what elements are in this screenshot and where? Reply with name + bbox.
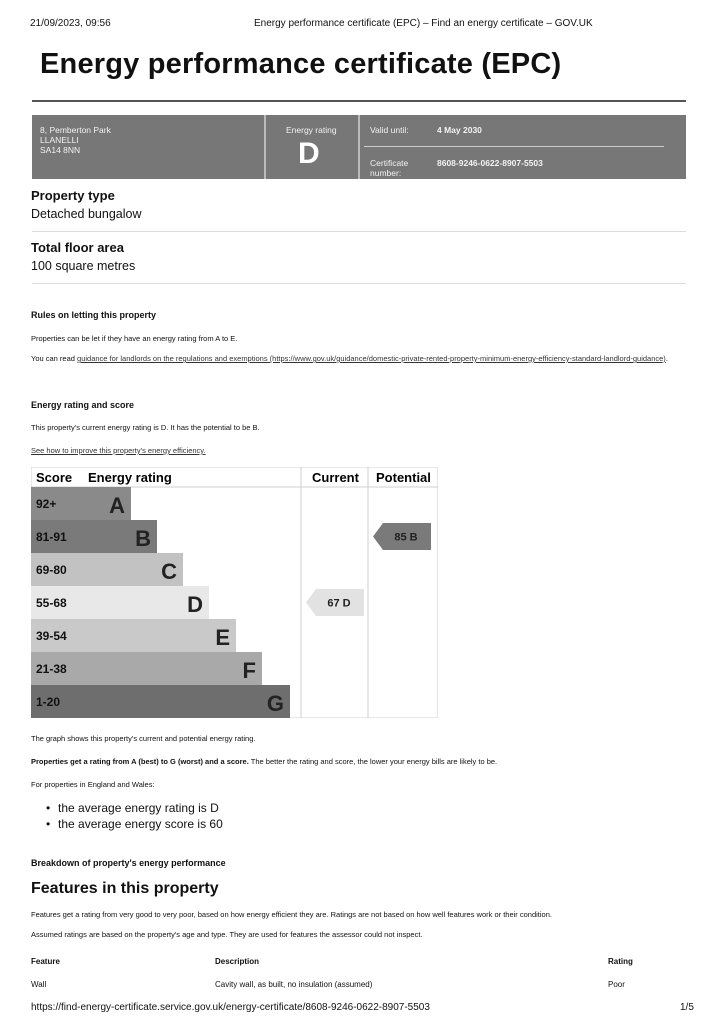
england-wales-note: For properties in England and Wales: <box>31 780 155 789</box>
band-score-label: 92+ <box>36 497 57 511</box>
breakdown-heading: Breakdown of property's energy performance <box>31 858 226 868</box>
chart-header-potential: Potential <box>376 470 431 485</box>
energy-rating-chart <box>31 467 438 718</box>
description-cell: Cavity wall, as built, no insulation (assumed) <box>215 980 373 989</box>
landlord-guidance-paragraph <box>31 354 686 364</box>
guidance-prefix: You can read <box>31 354 75 363</box>
band-letter-label: C <box>161 559 177 584</box>
address-line: SA14 8NN <box>40 145 81 155</box>
band-letter-label: B <box>135 526 151 551</box>
certificate-summary-panel <box>32 115 686 179</box>
chart-header-score: Score <box>36 470 73 485</box>
energy-rating-letter: D <box>298 137 320 170</box>
certificate-number-value: 8608-9246-0622-8907-5503 <box>437 158 543 168</box>
property-type-value: Detached bungalow <box>31 207 142 221</box>
features-intro: Features get a rating from very good to very poor, based on how energy efficient they are. Ratings are not based on how well features work or their condition. <box>31 910 552 919</box>
energy-rating-heading: Energy rating and score <box>31 400 135 410</box>
features-assumed-note: Assumed ratings are based on the property's age and type. They are used for features the assessor could not inspect. <box>31 930 423 939</box>
section-divider <box>32 231 686 232</box>
graph-rating-bold: Properties get a rating from A (best) to G (worst) and a score. <box>31 757 249 766</box>
energy-rating-label: Energy rating <box>286 125 337 135</box>
address-line: 8, Pemberton Park <box>40 125 111 135</box>
floor-area-value: 100 square metres <box>31 259 136 273</box>
graph-rating-explanation <box>31 757 497 766</box>
panel-divider <box>358 115 360 179</box>
chart-header-rating: Energy rating <box>88 470 172 485</box>
list-item: • the average energy rating is D <box>46 800 223 816</box>
band-letter-label: G <box>266 691 284 716</box>
property-type-heading: Property type <box>31 188 115 203</box>
guidance-suffix: . <box>665 354 668 363</box>
graph-rating-rest: The better the rating and score, the lower your energy bills are likely to be. <box>248 757 498 766</box>
band-score-label: 69-80 <box>36 563 67 577</box>
band-letter-label: E <box>215 625 230 650</box>
band-score-label: 55-68 <box>36 596 67 610</box>
letting-rules-heading: Rules on letting this property <box>31 310 157 320</box>
band-score-label: 21-38 <box>36 662 67 676</box>
landlord-guidance-link[interactable]: guidance for landlords on the regulations and exemptions (https://www.gov.uk/guidance/domestic-private-rented-property-minimum-energy-efficiency-standard-landlord-guidance) <box>77 354 666 363</box>
panel-row-divider <box>364 146 664 147</box>
page-title: Energy performance certificate (EPC) <box>40 48 562 80</box>
current-rating-label: 67 D <box>327 597 351 610</box>
band-score-label: 39-54 <box>36 629 67 643</box>
valid-until-label: Valid until: <box>370 125 409 135</box>
table-header-rating: Rating <box>608 957 633 966</box>
potential-rating-label: 85 B <box>394 531 418 544</box>
chart-header-current: Current <box>312 470 359 485</box>
band-letter-label: D <box>187 592 203 617</box>
average-list <box>46 800 223 832</box>
band-letter-label: F <box>242 658 256 683</box>
letting-rules-text: Properties can be let if they have an energy rating from A to E. <box>31 334 238 343</box>
list-item: • the average energy score is 60 <box>46 816 223 832</box>
feature-cell: Wall <box>31 980 47 989</box>
print-page-title: Energy performance certificate (EPC) – Find an energy certificate – GOV.UK <box>254 18 593 29</box>
address-line: LLANELLI <box>40 135 79 145</box>
section-divider <box>32 283 686 284</box>
title-divider <box>32 100 686 102</box>
rating-band-g <box>31 685 290 718</box>
energy-rating-text: This property's current energy rating is D. It has the potential to be B. <box>31 423 260 432</box>
valid-until-value: 4 May 2030 <box>437 125 482 135</box>
property-address <box>40 125 111 155</box>
panel-divider <box>264 115 266 179</box>
print-datetime: 21/09/2023, 09:56 <box>30 18 111 29</box>
table-header-description: Description <box>215 957 260 966</box>
certificate-number-label: Certificate number: <box>370 158 409 178</box>
table-header-feature: Feature <box>31 957 60 966</box>
improve-efficiency-link[interactable]: See how to improve this property's energy efficiency. <box>31 446 206 455</box>
graph-note: The graph shows this property's current and potential energy rating. <box>31 734 256 743</box>
floor-area-heading: Total floor area <box>31 240 124 255</box>
rating-cell: Poor <box>608 980 625 989</box>
features-heading: Features in this property <box>31 880 219 897</box>
band-letter-label: A <box>109 493 125 518</box>
print-page-number: 1/5 <box>680 1002 694 1013</box>
print-footer-url: https://find-energy-certificate.service.gov.uk/energy-certificate/8608-9246-0622-8907-5503 <box>31 1002 430 1013</box>
band-score-label: 1-20 <box>36 695 61 709</box>
band-score-label: 81-91 <box>36 530 67 544</box>
